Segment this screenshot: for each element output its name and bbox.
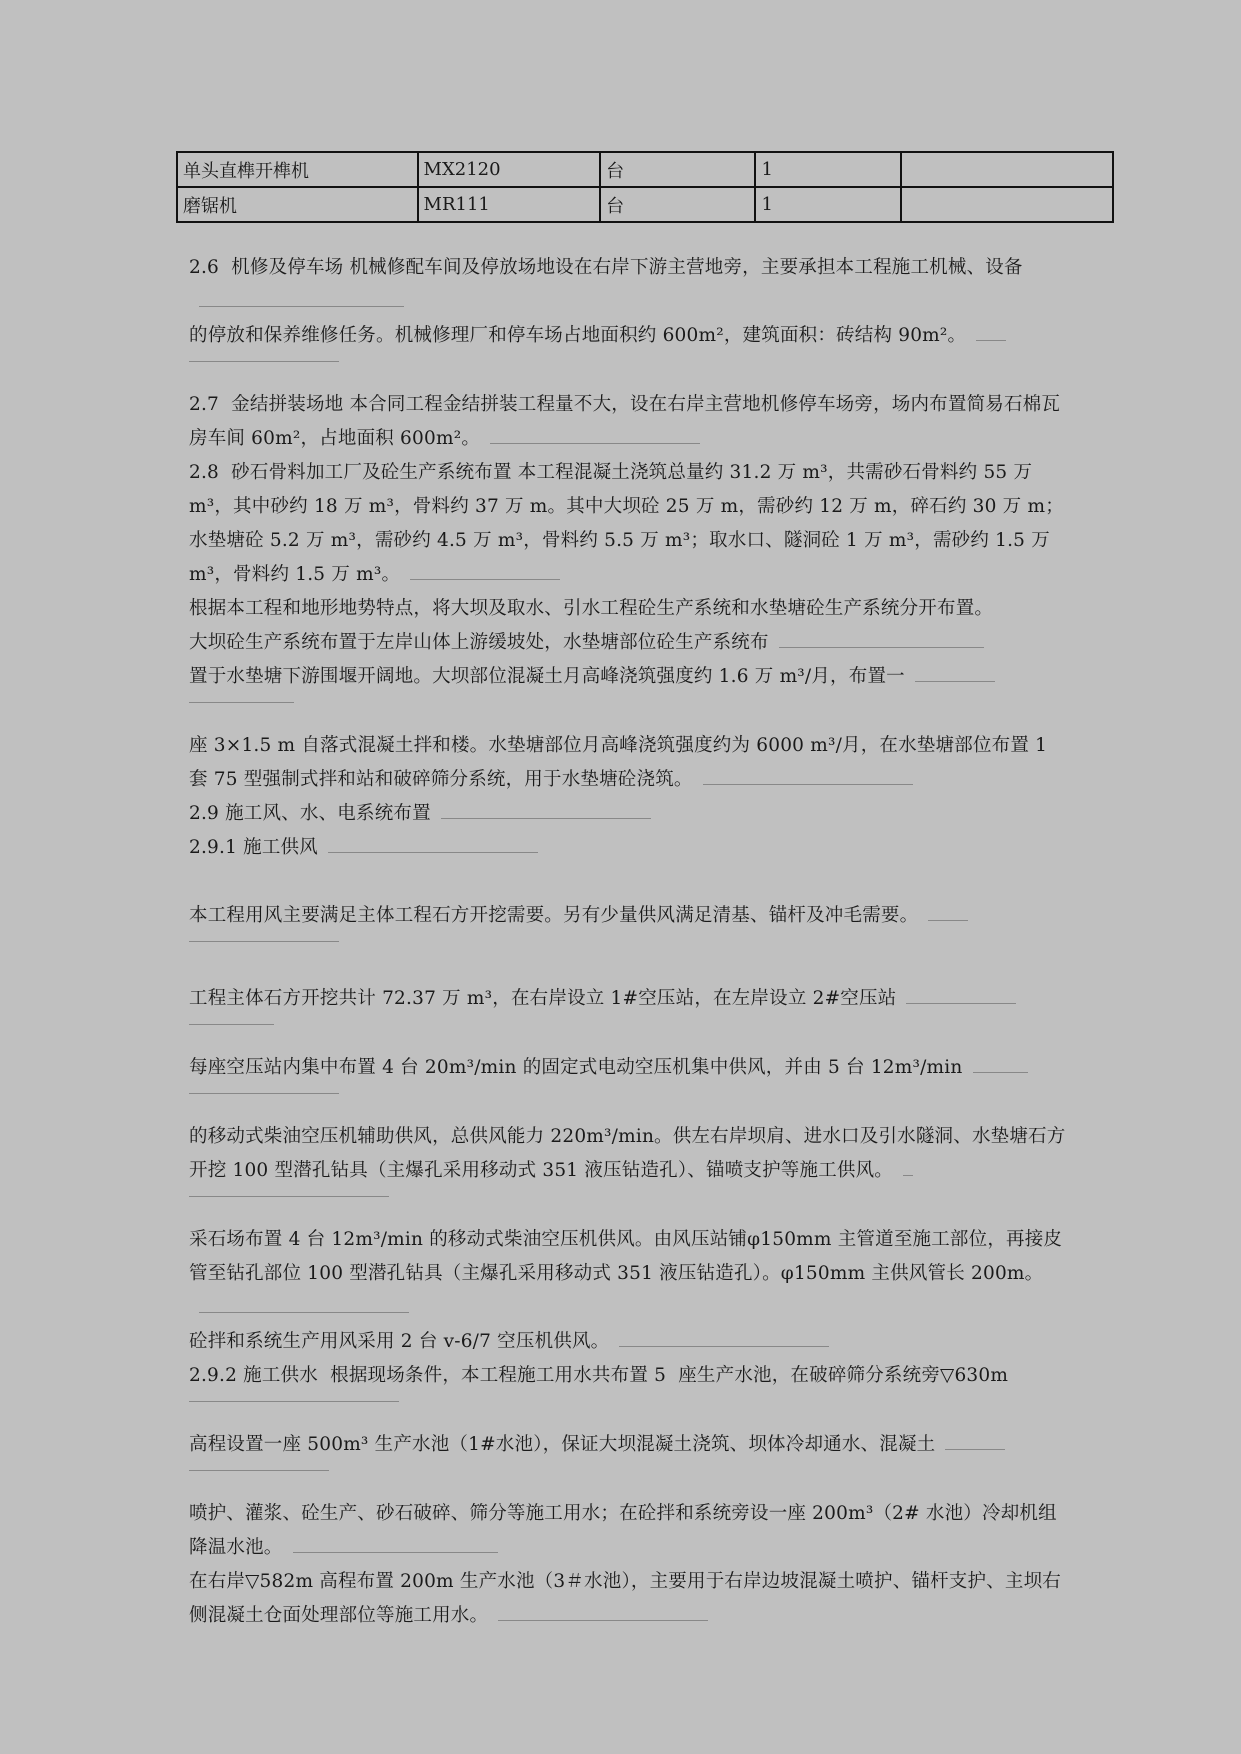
table-row xyxy=(177,152,1113,187)
table-cell: 单头直榫开榫机 xyxy=(177,152,418,187)
paragraph-text: 本工程用风主要满足主体工程石方开挖需要。另有少量供风满足清基、锚杆及冲毛需要。 xyxy=(189,905,919,926)
paragraph-text: 2.9.2 施工供水 根据现场条件，本工程施工用水共布置 5 座生产水池，在破碎筛分系统旁▽630m xyxy=(189,1365,1009,1386)
paragraph-text: 的移动式柴油空压机辅助供风，总供风能力 220m³/min。供左右岸坝肩、进水口及引水隧洞、水垫塘石方开挖 100 型潜孔钻具（主爆孔采用移动式 351 液压钻造孔）、锚喷支护等施工供风。 xyxy=(189,1126,1066,1181)
divider xyxy=(619,1346,829,1347)
divider xyxy=(189,361,339,362)
table-cell xyxy=(901,187,1113,222)
divider xyxy=(903,1175,913,1176)
divider xyxy=(189,1470,329,1471)
divider xyxy=(915,681,995,682)
divider xyxy=(703,784,913,785)
paragraph xyxy=(189,592,1069,626)
paragraph xyxy=(189,899,1069,933)
paragraph-text: 2.7 金结拼装场地 本合同工程金结拼装工程量不大，设在右岸主营地机修停车场旁，场内布置简易石棉瓦房车间 60m²，占地面积 600m²。 xyxy=(189,394,1061,449)
paragraph xyxy=(189,982,1069,1016)
paragraph-text: 大坝砼生产系统布置于左岸山体上游缓坡处，水垫塘部位砼生产系统布 xyxy=(189,632,769,653)
table-cell: 1 xyxy=(755,152,900,187)
divider xyxy=(410,579,560,580)
paragraph xyxy=(189,660,1069,694)
equipment-table xyxy=(176,151,1114,223)
paragraph xyxy=(189,797,1069,831)
table-cell: MR111 xyxy=(418,187,601,222)
paragraph xyxy=(189,831,1069,865)
divider xyxy=(293,1552,498,1553)
divider xyxy=(328,852,538,853)
divider xyxy=(945,1449,1005,1450)
paragraph-text: 根据本工程和地形地势特点，将大坝及取水、引水工程砼生产系统和水垫塘砼生产系统分开布置。 xyxy=(189,598,994,619)
table-cell: 1 xyxy=(755,187,900,222)
paragraph xyxy=(189,319,1069,353)
table-cell xyxy=(901,152,1113,187)
paragraph-text: 在右岸▽582m 高程布置 200m 生产水池（3＃水池），主要用于右岸边坡混凝土喷护、锚杆支护、主坝右侧混凝土仓面处理部位等施工用水。 xyxy=(189,1571,1061,1626)
paragraph xyxy=(189,456,1069,592)
paragraph-text: 采石场布置 4 台 12m³/min 的移动式柴油空压机供风。由风压站铺φ150mm 主管道至施工部位，再接皮管至钻孔部位 100 型潜孔钻具（主爆孔采用移动式 351 液压钻造孔）。φ150mm 主供风管长 200m。 xyxy=(189,1229,1063,1284)
paragraph-text: 2.6 机修及停车场 机械修配车间及停放场地设在右岸下游主营地旁，主要承担本工程施工机械、设备 xyxy=(189,257,1023,278)
table-cell: MX2120 xyxy=(418,152,601,187)
divider xyxy=(189,1024,274,1025)
divider xyxy=(779,647,984,648)
paragraph-text: 每座空压站内集中布置 4 台 20m³/min 的固定式电动空压机集中供风，并由 5 台 12m³/min xyxy=(189,1057,963,1078)
paragraph xyxy=(189,1325,1069,1359)
paragraph xyxy=(189,1565,1069,1633)
paragraph-text: 2.8 砂石骨料加工厂及砼生产系统布置 本工程混凝土浇筑总量约 31.2 万 m³，共需砂石骨料约 55 万 m³，其中砂约 18 万 m³，骨料约 37 万 m。其中大坝砼 25 万 m，需砂约 12 万 m，碎石约 30 万 m；水垫塘砼 5.2 万 m³，需砂约 4.5 万 m³，骨料约 5.5 万 m³；取水口、隧洞砼 1 万 m³，需砂约 1.5 万 m³，骨料约 1.5 万 m³。 xyxy=(189,462,1064,585)
divider xyxy=(976,340,1006,341)
paragraph-text: 座 3×1.5 m 自落式混凝土拌和楼。水垫塘部位月高峰浇筑强度约为 6000 m³/月，在水垫塘部位布置 1 套 75 型强制式拌和站和破碎筛分系统，用于水垫塘砼浇筑。 xyxy=(189,735,1054,790)
divider xyxy=(928,920,968,921)
paragraph xyxy=(189,1051,1069,1085)
divider xyxy=(189,1401,399,1402)
divider xyxy=(199,306,404,307)
paragraph xyxy=(189,1359,1069,1393)
paragraph-text: 置于水垫塘下游围堰开阔地。大坝部位混凝土月高峰浇筑强度约 1.6 万 m³/月，布置一 xyxy=(189,666,905,687)
table-row xyxy=(177,187,1113,222)
section-heading: 2.9 施工风、水、电系统布置 xyxy=(189,803,431,824)
divider xyxy=(189,702,294,703)
divider xyxy=(189,1196,389,1197)
divider xyxy=(199,1312,409,1313)
divider xyxy=(973,1072,1028,1073)
paragraph xyxy=(189,1223,1069,1325)
paragraph xyxy=(189,729,1069,797)
paragraph xyxy=(189,388,1069,456)
divider xyxy=(189,1093,339,1094)
paragraph xyxy=(189,1120,1069,1188)
divider xyxy=(906,1003,1016,1004)
paragraph-text: 高程设置一座 500m³ 生产水池（1#水池），保证大坝混凝土浇筑、坝体冷却通水、混凝土 xyxy=(189,1434,936,1455)
paragraph-text: 砼拌和系统生产用风采用 2 台 v-6/7 空压机供风。 xyxy=(189,1331,610,1352)
table-cell: 台 xyxy=(600,187,755,222)
paragraph xyxy=(189,1497,1069,1565)
table-cell: 台 xyxy=(600,152,755,187)
paragraph-text: 工程主体石方开挖共计 72.37 万 m³，在右岸设立 1#空压站，在左岸设立 2#空压站 xyxy=(189,988,897,1009)
section-heading: 2.9.1 施工供风 xyxy=(189,837,318,858)
paragraph-text: 的停放和保养维修任务。机械修理厂和停车场占地面积约 600m²，建筑面积：砖结构 90m²。 xyxy=(189,325,967,346)
paragraph xyxy=(189,1428,1069,1462)
divider xyxy=(189,941,339,942)
divider xyxy=(441,818,651,819)
table-cell: 磨锯机 xyxy=(177,187,418,222)
paragraph-text: 喷护、灌浆、砼生产、砂石破碎、筛分等施工用水；在砼拌和系统旁设一座 200m³（2# 水池）冷却机组降温水池。 xyxy=(189,1503,1057,1558)
paragraph xyxy=(189,251,1069,319)
divider xyxy=(498,1620,708,1621)
document-body xyxy=(189,251,1069,1633)
divider xyxy=(490,443,700,444)
paragraph xyxy=(189,626,1069,660)
